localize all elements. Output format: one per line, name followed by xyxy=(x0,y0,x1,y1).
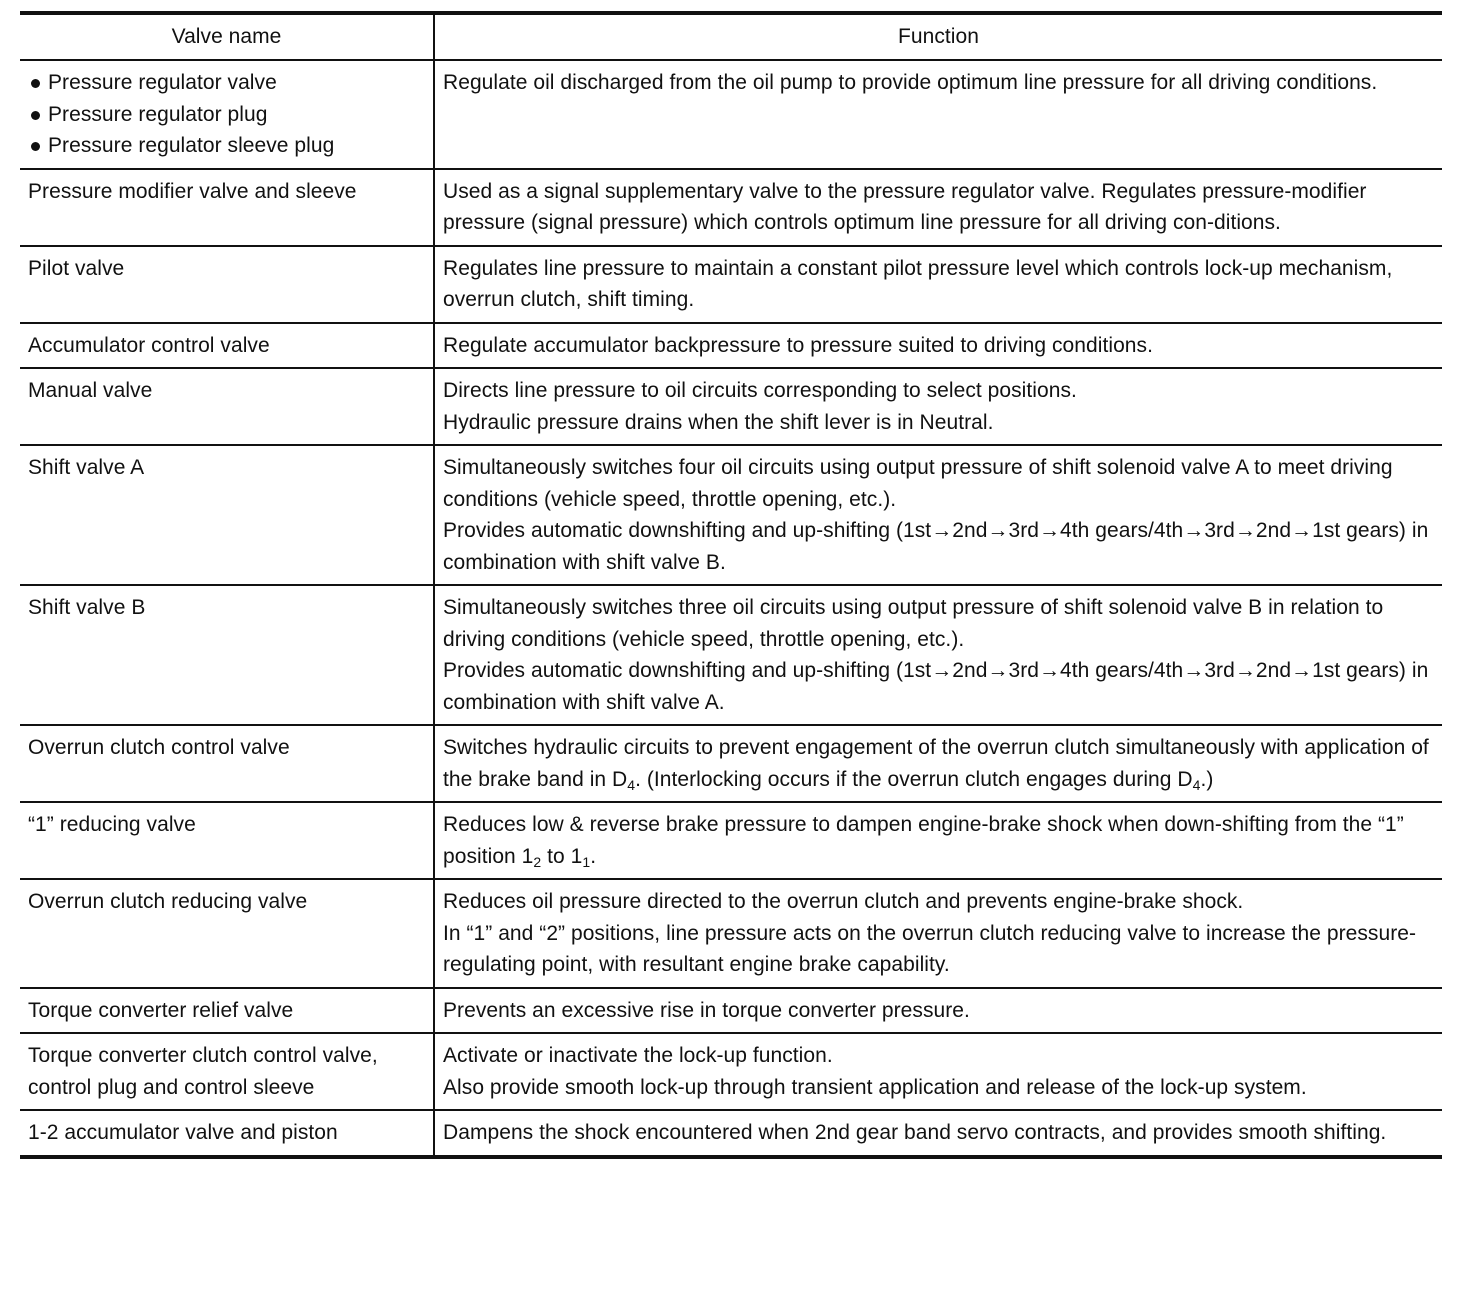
subscript: 1 xyxy=(582,853,591,870)
function-text: Provides automatic downshifting and up-shifting (1st→2nd→3rd→4th gears/4th→3rd→2nd→1st gears) in combination with shift valve A. xyxy=(443,659,1429,714)
valve-name-list xyxy=(28,67,425,162)
function-text xyxy=(443,732,1434,795)
table-row xyxy=(20,1110,1442,1157)
valve-name-cell: Shift valve A xyxy=(20,445,434,585)
valve-name-cell: Torque converter relief valve xyxy=(20,988,434,1034)
function-text: Reduces oil pressure directed to the overrun clutch and prevents engine-brake shock. xyxy=(443,890,1244,913)
function-text: Also provide smooth lock-up through transient application and release of the lock-up system. xyxy=(443,1075,1307,1099)
table-row xyxy=(20,1033,1442,1110)
table-row xyxy=(20,368,1442,445)
table-row xyxy=(20,323,1442,369)
column-header-function: Function xyxy=(434,13,1442,60)
function-text-part: .) xyxy=(1200,767,1214,791)
valve-name-cell: Torque converter clutch control valve, control plug and control sleeve xyxy=(20,1033,434,1110)
function-cell xyxy=(434,323,1442,369)
function-text-part: to 1 xyxy=(541,844,583,868)
function-text: Dampens the shock encountered when 2nd gear band servo contracts, and provides smooth shifting. xyxy=(443,1121,1387,1144)
valve-name-cell: Accumulator control valve xyxy=(20,323,434,369)
valve-name-cell: 1-2 accumulator valve and piston xyxy=(20,1110,434,1157)
function-text: Regulate accumulator backpressure to pressure suited to driving conditions. xyxy=(443,333,1153,357)
subscript: 4 xyxy=(1192,776,1201,793)
table-header-row xyxy=(20,13,1442,60)
list-item: Pressure regulator valve xyxy=(28,67,425,99)
function-cell xyxy=(434,725,1442,802)
table-row xyxy=(20,445,1442,585)
function-text: Regulate oil discharged from the oil pump to provide optimum line pressure for all driving conditions. xyxy=(443,71,1378,94)
list-item: Pressure regulator sleeve plug xyxy=(28,130,425,162)
function-cell xyxy=(434,445,1442,585)
function-cell xyxy=(434,802,1442,879)
function-text: In “1” and “2” positions, line pressure acts on the overrun clutch reducing valve to increase the pressure-regulating point, with resultant engine brake capability. xyxy=(443,921,1417,976)
table-row xyxy=(20,585,1442,725)
function-text: Used as a signal supplementary valve to the pressure regulator valve. Regulates pressure-modifier pressure (signal pressure) which controls optimum line pressure for all driving con-ditions. xyxy=(443,179,1367,234)
function-text: Simultaneously switches three oil circuits using output pressure of shift solenoid valve B in relation to driving conditions (vehicle speed, throttle opening, etc.). xyxy=(443,596,1384,651)
table-row xyxy=(20,60,1442,169)
function-text: Simultaneously switches four oil circuits using output pressure of shift solenoid valve A to meet driving conditions (vehicle speed, throttle opening, etc.). xyxy=(443,456,1393,511)
function-text-part: Switches hydraulic circuits to prevent engagement of the overrun clutch simultaneously with application of the brake band in D xyxy=(443,736,1429,791)
table-row xyxy=(20,169,1442,246)
function-cell xyxy=(434,60,1442,169)
function-text: Hydraulic pressure drains when the shift lever is in Neutral. xyxy=(443,410,994,434)
valve-name-cell: “1” reducing valve xyxy=(20,802,434,879)
function-cell xyxy=(434,169,1442,246)
table-row xyxy=(20,988,1442,1034)
function-text: Provides automatic downshifting and up-shifting (1st→2nd→3rd→4th gears/4th→3rd→2nd→1st gears) in combination with shift valve B. xyxy=(443,519,1429,574)
valve-name-cell: Pressure modifier valve and sleeve xyxy=(20,169,434,246)
function-text xyxy=(443,809,1434,872)
function-cell xyxy=(434,988,1442,1034)
function-cell xyxy=(434,1110,1442,1157)
function-text-part: Reduces low & reverse brake pressure to dampen engine-brake shock when down-shifting from the “1” position 1 xyxy=(443,813,1404,868)
valve-name-cell: Overrun clutch control valve xyxy=(20,725,434,802)
list-item: Pressure regulator plug xyxy=(28,99,425,131)
table-row xyxy=(20,802,1442,879)
function-cell xyxy=(434,368,1442,445)
function-cell xyxy=(434,1033,1442,1110)
function-text-part: . xyxy=(590,844,597,868)
valve-function-table xyxy=(20,11,1442,1159)
function-cell xyxy=(434,585,1442,725)
subscript: 4 xyxy=(627,776,636,793)
column-header-valve-name: Valve name xyxy=(20,13,434,60)
valve-name-cell: Overrun clutch reducing valve xyxy=(20,879,434,988)
valve-name-cell: Pilot valve xyxy=(20,246,434,323)
function-text: Activate or inactivate the lock-up function. xyxy=(443,1044,833,1067)
function-text: Prevents an excessive rise in torque converter pressure. xyxy=(443,998,970,1022)
subscript: 2 xyxy=(533,853,542,870)
function-cell xyxy=(434,246,1442,323)
table-row xyxy=(20,725,1442,802)
valve-name-cell: Shift valve B xyxy=(20,585,434,725)
valve-name-cell: Manual valve xyxy=(20,368,434,445)
table-row xyxy=(20,879,1442,988)
function-text: Regulates line pressure to maintain a constant pilot pressure level which controls lock-up mechanism, overrun clutch, shift timing. xyxy=(443,256,1393,311)
function-cell xyxy=(434,879,1442,988)
function-text: Directs line pressure to oil circuits corresponding to select positions. xyxy=(443,379,1077,402)
valve-name-cell xyxy=(20,60,434,169)
table-row xyxy=(20,246,1442,323)
function-text-part: . (Interlocking occurs if the overrun clutch engages during D xyxy=(635,767,1193,791)
